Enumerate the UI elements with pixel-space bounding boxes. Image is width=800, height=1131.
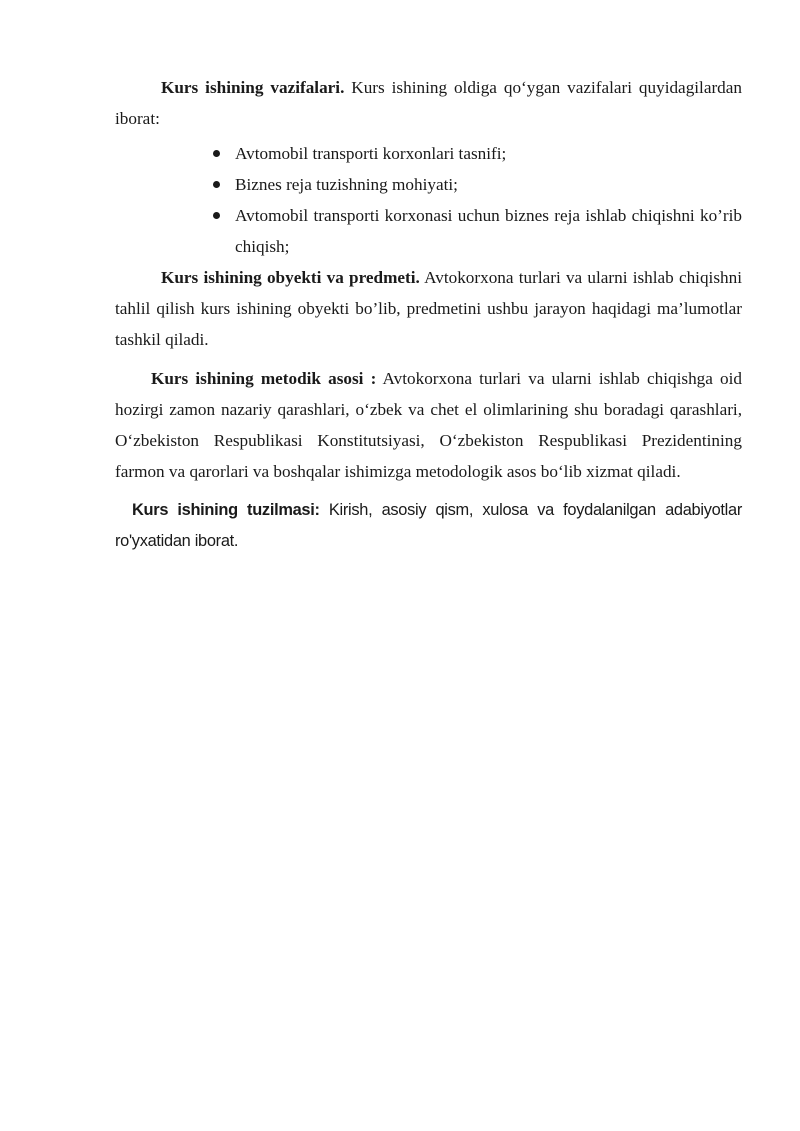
tasks-list xyxy=(115,138,742,262)
list-item-text: Biznes reja tuzishning mohiyati; xyxy=(235,175,458,194)
list-item xyxy=(235,169,742,200)
tasks-paragraph xyxy=(115,72,742,134)
method-text: Avtokorxona turlari va ularni ishlab chiqishga oid hozirgi zamon nazariy qarashlari, o‘zbek va chet el olimlarining shu boradagi qarashlari, O‘zbekiston Respublikasi Konstitutsiyasi, O‘zbekiston Respublikasi Prezidentining farmon va qarorlari va boshqalar ishimizga metodologik asos bo‘lib xizmat qiladi. xyxy=(115,369,743,481)
tasks-intro-text: Kurs ishining oldiga qo‘ygan vazifalari quyidagilardan iborat: xyxy=(115,78,743,128)
list-item-text: Avtomobil transporti korxonlari tasnifi; xyxy=(235,144,507,163)
bullet-icon xyxy=(213,181,220,188)
object-paragraph xyxy=(115,262,742,355)
document-page xyxy=(115,72,742,557)
bullet-icon xyxy=(213,212,220,219)
list-item xyxy=(235,138,742,169)
bullet-icon xyxy=(213,150,220,157)
list-item-text: Avtomobil transporti korxonasi uchun biznes reja ishlab chiqishni ko’rib chiqish; xyxy=(235,206,742,256)
object-heading: Kurs ishining obyekti va predmeti. xyxy=(161,268,420,287)
structure-paragraph xyxy=(115,495,742,557)
object-text: Avtokorxona turlari va ularni ishlab chiqishni tahlil qilish kurs ishining obyekti bo’lib, predmetini ushbu jarayon haqidagi ma’lumotlar tashkil qiladi. xyxy=(115,268,742,349)
method-heading: Kurs ishining metodik asosi : xyxy=(151,369,377,388)
tasks-heading: Kurs ishining vazifalari. xyxy=(161,78,345,97)
list-item xyxy=(235,200,742,262)
structure-heading: Kurs ishining tuzilmasi: xyxy=(132,501,320,519)
method-paragraph xyxy=(115,363,742,487)
structure-text: Kirish, asosiy qism, xulosa va foydalanilgan adabiyotlar ro'yxatidan iborat. xyxy=(115,501,742,550)
